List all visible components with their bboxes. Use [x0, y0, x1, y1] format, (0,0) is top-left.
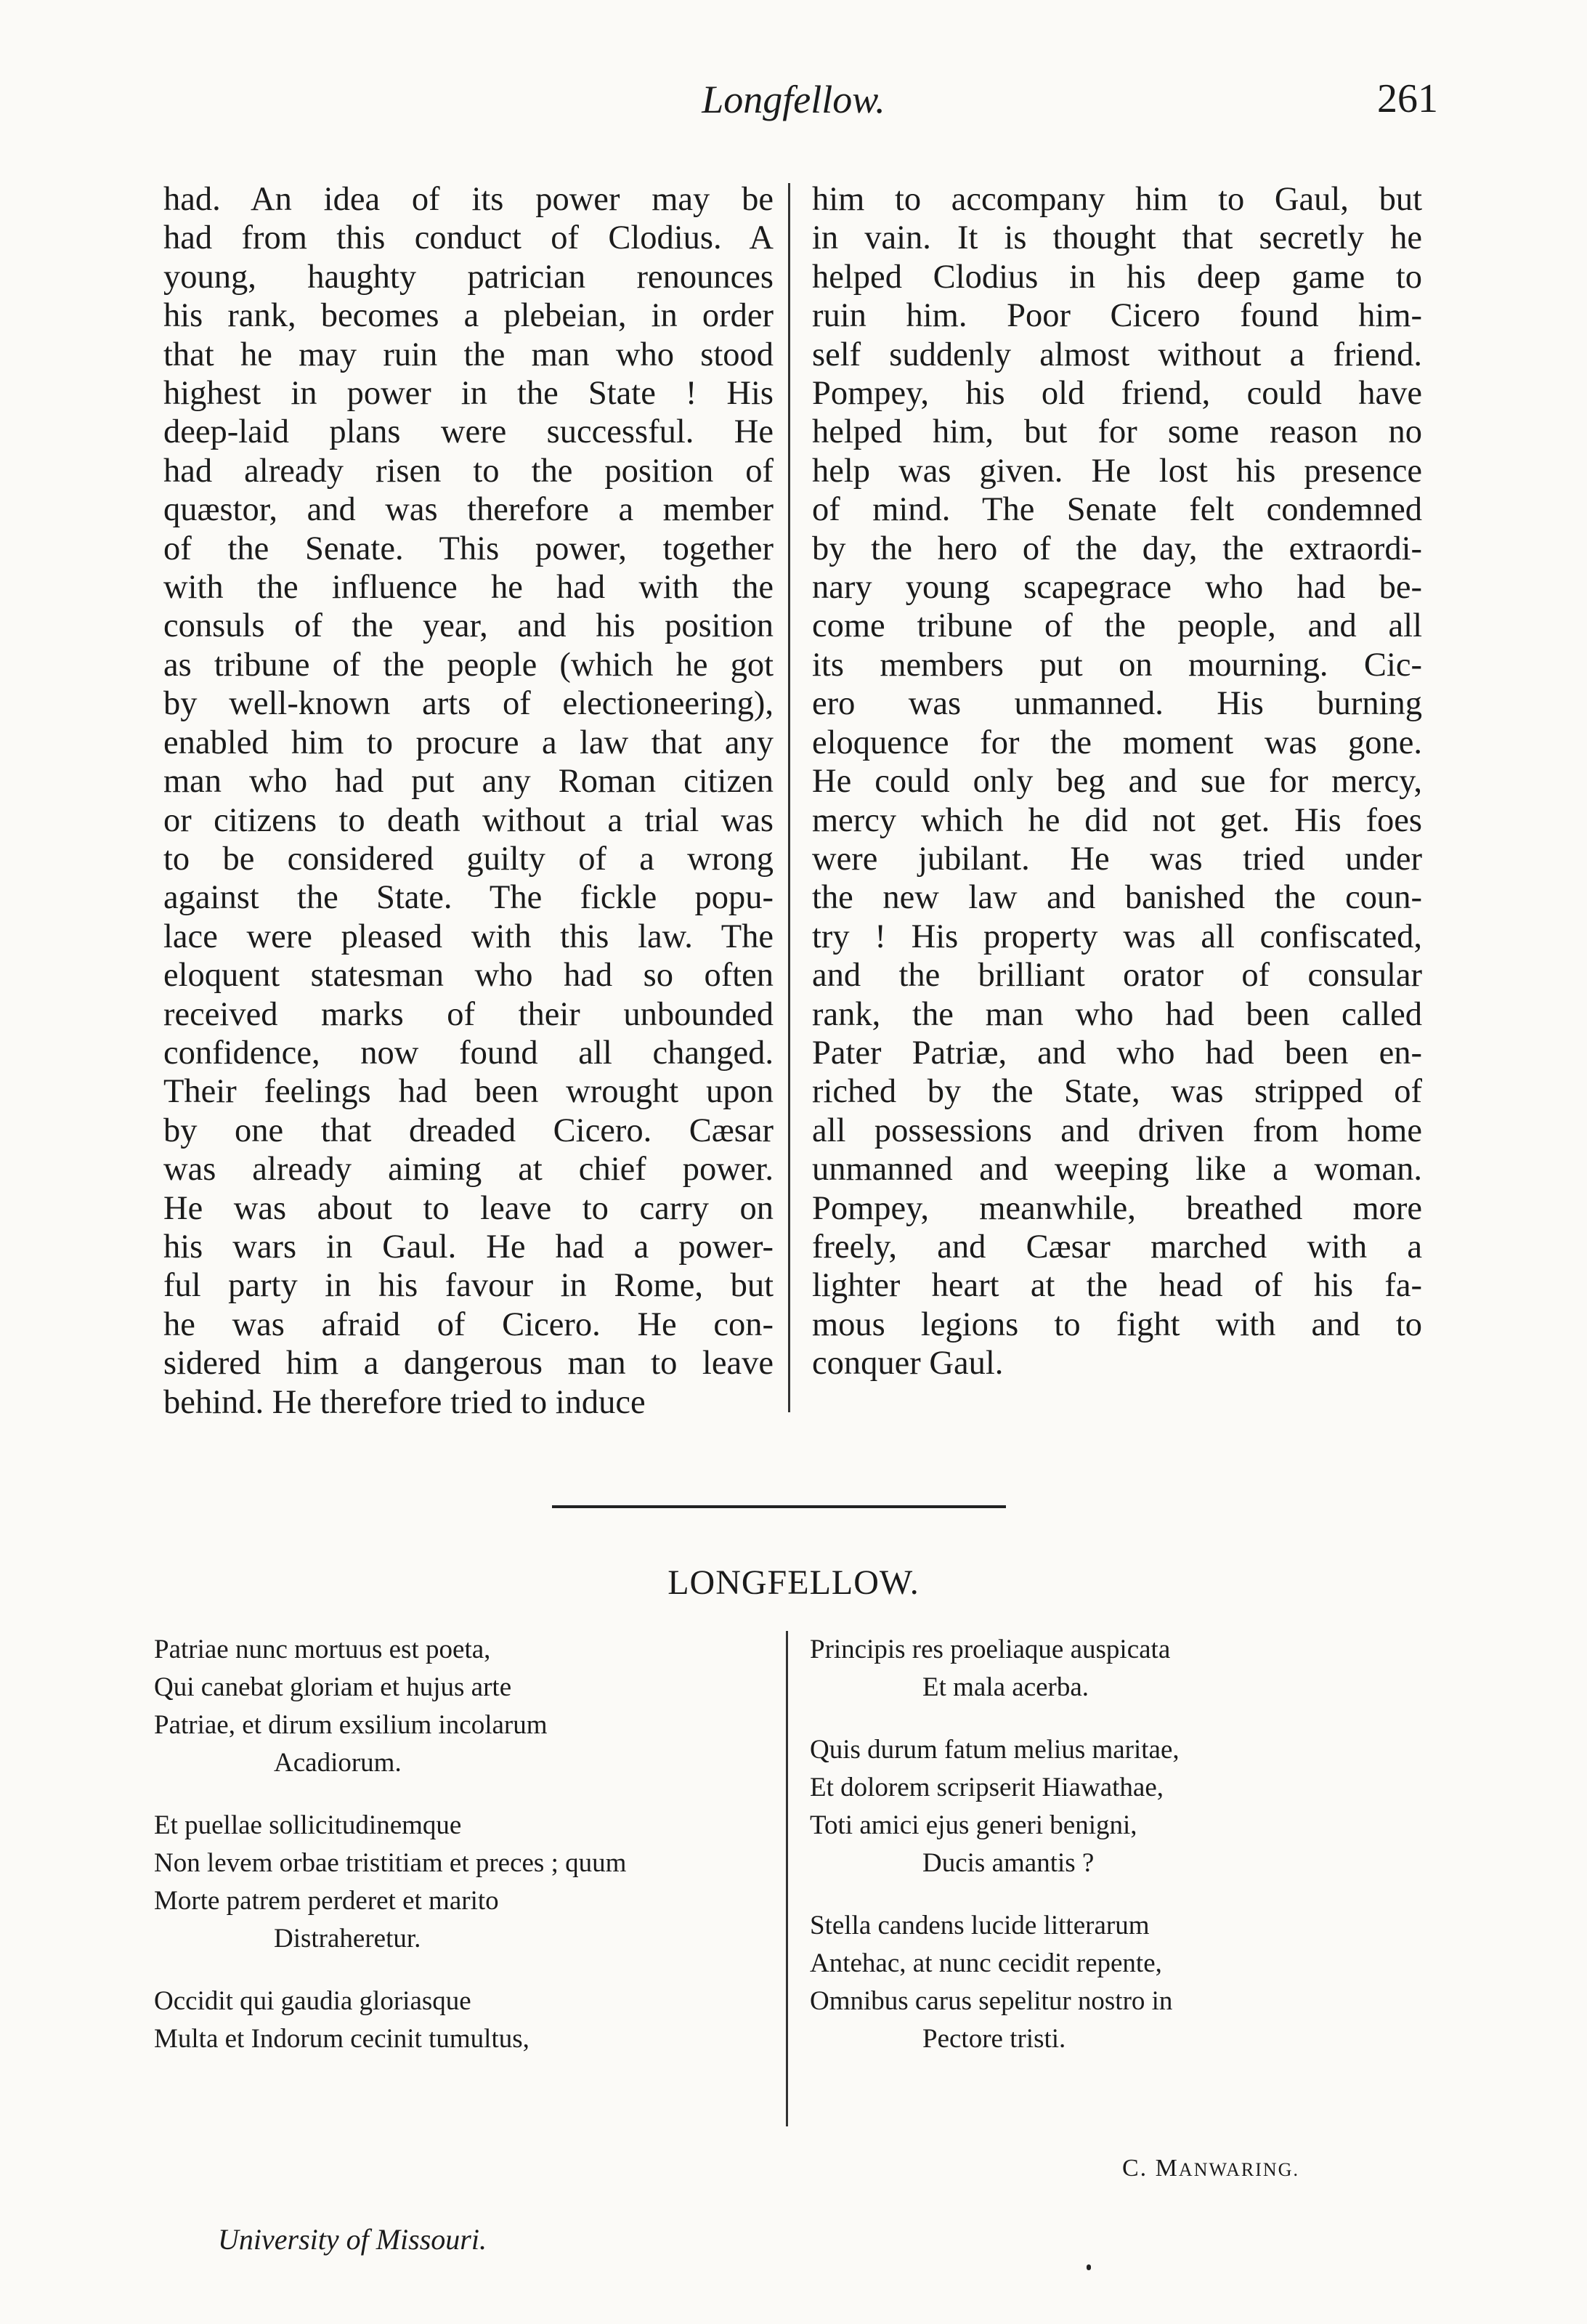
article-line: helped him, but for some reason no [812, 413, 1422, 451]
poem-author [1122, 2156, 1299, 2181]
poem-line: Toti amici ejus generi benigni, [810, 1810, 1137, 1840]
poem-line: Antehac, at nunc cecidit repente, [810, 1948, 1162, 1978]
article-line: by one that dreaded Cicero. Cæsar [163, 1112, 774, 1149]
running-title: Longfellow. [702, 78, 885, 121]
article-line: or citizens to death without a trial was [163, 801, 774, 839]
article-line: ero was unmanned. His burning [812, 685, 1422, 723]
poem-line: Multa et Indorum cecinit tumultus, [154, 2024, 529, 2054]
article-left-column [163, 180, 774, 1422]
article-line: nary young scapegrace who had be- [812, 569, 1422, 607]
article-line: self suddenly almost without a friend. [812, 336, 1422, 373]
article-line: highest in power in the State ! His [163, 375, 774, 413]
poem-line: Omnibus carus sepelitur nostro in [810, 1986, 1173, 2016]
article-line: was already aiming at chief power. [163, 1151, 774, 1189]
article-line: try ! His property was all confiscated, [812, 918, 1422, 955]
article-line: conquer Gaul. [812, 1345, 1004, 1382]
article-line: his wars in Gaul. He had a power- [163, 1228, 774, 1266]
article-line: sidered him a dangerous man to leave [163, 1345, 774, 1382]
article-line: and the brilliant orator of consular [812, 957, 1422, 995]
poem-line: Acadiorum. [274, 1748, 402, 1778]
page-number: 261 [1377, 76, 1438, 121]
article-line: mercy which he did not get. His foes [812, 801, 1422, 839]
article-line: enabled him to procure a law that any [163, 724, 774, 761]
article-line: all possessions and driven from home [812, 1112, 1422, 1149]
stanza-gap [154, 1782, 793, 1807]
article-line: had from this conduct of Clodius. A [163, 219, 774, 257]
article-line: He was about to leave to carry on [163, 1189, 774, 1227]
article-line: freely, and Cæsar marched with a [812, 1228, 1422, 1266]
article-line: helped Clodius in his deep game to [812, 258, 1422, 296]
article-line: man who had put any Roman citizen [163, 763, 774, 801]
article-line: young, haughty patrician renounces [163, 258, 774, 296]
article-line: riched by the State, was stripped of [812, 1073, 1422, 1111]
article-line: its members put on mourning. Cic- [812, 646, 1422, 684]
poem-line: Non levem orbae tristitiam et preces ; quum [154, 1848, 627, 1878]
poem-line: Stella candens lucide litterarum [810, 1911, 1150, 1940]
poem-affiliation: University of Missouri. [218, 2223, 487, 2256]
column-divider-rule [788, 183, 790, 1412]
article-line: help was given. He lost his presence [812, 452, 1422, 490]
stanza-gap [154, 1958, 793, 1983]
article-line: him to accompany him to Gaul, but [812, 181, 1422, 218]
poem-line: Pectore tristi. [922, 2024, 1066, 2054]
article-line: eloquence for the moment was gone. [812, 724, 1422, 761]
article-line: confidence, now found all changed. [163, 1034, 774, 1072]
article-line: behind. He therefore tried to induce [163, 1383, 646, 1421]
poem-column-divider-rule [786, 1631, 788, 2126]
article-line: with the influence he had with the [163, 569, 774, 607]
article-line: of the Senate. This power, together [163, 530, 774, 567]
article-line: his rank, becomes a plebeian, in order [163, 297, 774, 335]
poem-line: Et puellae sollicitudinemque [154, 1810, 462, 1840]
poem-line: Principis res proeliaque auspicata [810, 1635, 1171, 1664]
article-line: had already risen to the position of [163, 452, 774, 490]
article-line: to be considered guilty of a wrong [163, 840, 774, 878]
article-line: Pompey, meanwhile, breathed more [812, 1189, 1422, 1227]
article-line: in vain. It is thought that secretly he [812, 219, 1422, 257]
article-line: eloquent statesman who had so often [163, 957, 774, 995]
poem-title: LONGFELLOW. [667, 1563, 920, 1602]
poem-line: Patriae nunc mortuus est poeta, [154, 1635, 491, 1664]
section-divider-rule [552, 1505, 1006, 1508]
article-line: had. An idea of its power may be [163, 181, 774, 218]
article-line: against the State. The fickle popu- [163, 879, 774, 917]
poem-line: Occidit qui gaudia gloriasque [154, 1986, 471, 2016]
article-line: Their feelings had been wrought upon [163, 1073, 774, 1111]
poem-line: Patriae, et dirum exsilium incolarum [154, 1710, 548, 1740]
article-line: He could only beg and sue for mercy, [812, 763, 1422, 801]
ink-speck [1087, 2264, 1091, 2270]
article-line: received marks of their unbounded [163, 995, 774, 1033]
article-line: deep-laid plans were successful. He [163, 413, 774, 451]
article-line: consuls of the year, and his position [163, 607, 774, 645]
article-line: Pompey, his old friend, could have [812, 375, 1422, 413]
article-line: lace were pleased with this law. The [163, 918, 774, 955]
article-line: come tribune of the people, and all [812, 607, 1422, 645]
article-line: he was afraid of Cicero. He con- [163, 1305, 774, 1343]
article-line: rank, the man who had been called [812, 995, 1422, 1033]
stanza-gap [810, 1706, 1449, 1731]
article-line: ruin him. Poor Cicero found him- [812, 297, 1422, 335]
poem-line: Morte patrem perderet et marito [154, 1886, 499, 1916]
article-line: ful party in his favour in Rome, but [163, 1267, 774, 1305]
poem-line: Et dolorem scripserit Hiawathae, [810, 1773, 1164, 1802]
article-line: mous legions to fight with and to [812, 1305, 1422, 1343]
article-line: by the hero of the day, the extraordi- [812, 530, 1422, 567]
article-line: lighter heart at the head of his fa- [812, 1267, 1422, 1305]
article-line: quæstor, and was therefore a member [163, 491, 774, 529]
article-line: Pater Patriæ, and who had been en- [812, 1034, 1422, 1072]
poem-line: Et mala acerba. [922, 1672, 1089, 1702]
poem-left-column [154, 1631, 793, 2058]
article-line: of mind. The Senate felt condemned [812, 491, 1422, 529]
article-line: unmanned and weeping like a woman. [812, 1151, 1422, 1189]
stanza-gap [810, 1882, 1449, 1907]
poem-line: Quis durum fatum melius maritae, [810, 1735, 1180, 1765]
article-line: by well-known arts of electioneering), [163, 685, 774, 723]
poem-author-surname: ANWARING. [1178, 2159, 1299, 2180]
poem-line: Qui canebat gloriam et hujus arte [154, 1672, 512, 1702]
article-line: the new law and banished the coun- [812, 879, 1422, 917]
poem-author-initial: C. M [1122, 2155, 1179, 2182]
article-line: that he may ruin the man who stood [163, 336, 774, 373]
poem-line: Distraheretur. [274, 1924, 421, 1953]
poem-line: Ducis amantis ? [922, 1848, 1095, 1878]
article-right-column [812, 180, 1422, 1383]
article-line: as tribune of the people (which he got [163, 646, 774, 684]
poem-right-column [810, 1631, 1449, 2058]
article-line: were jubilant. He was tried under [812, 840, 1422, 878]
